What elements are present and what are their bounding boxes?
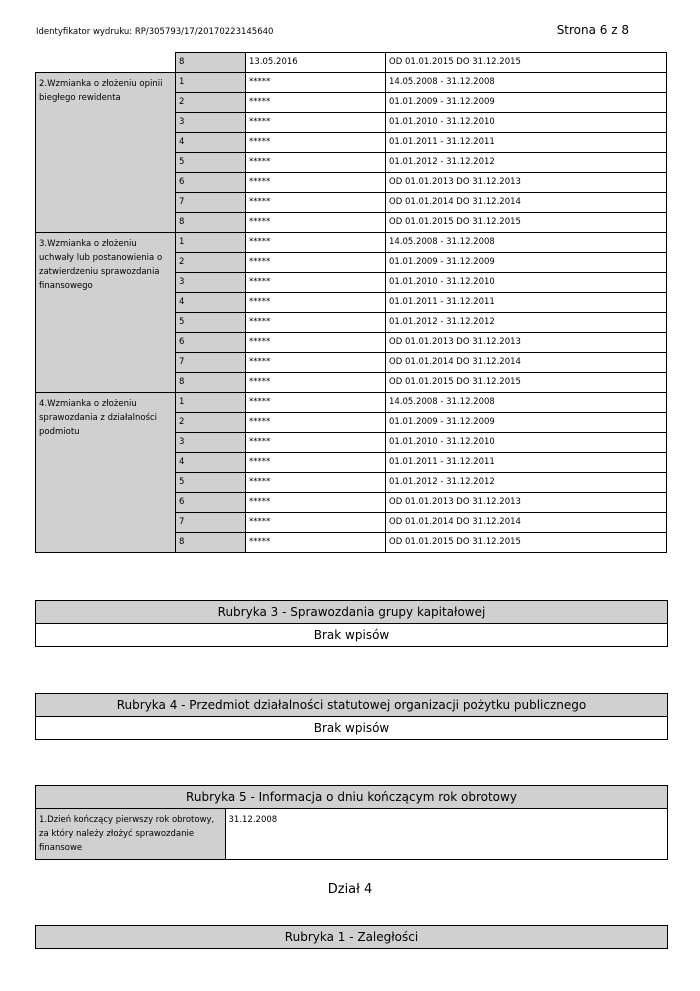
rubryka-5-title: Rubryka 5 - Informacja o dniu kończącym rok obrotowy: [36, 786, 667, 809]
row-value: *****: [246, 233, 386, 253]
empty-cell: [36, 53, 176, 73]
row-period: OD 01.01.2015 DO 31.12.2015: [386, 373, 667, 393]
row-value: 13.05.2016: [246, 53, 386, 73]
rubryka-5-value: 31.12.2008: [228, 815, 278, 825]
row-number: 1: [176, 73, 246, 93]
row-number: 2: [176, 93, 246, 113]
row-value: *****: [246, 433, 386, 453]
row-period: 01.01.2010 - 31.12.2010: [386, 273, 667, 293]
row-period: OD 01.01.2015 DO 31.12.2015: [386, 533, 667, 553]
row-period: OD 01.01.2014 DO 31.12.2014: [386, 353, 667, 373]
rubryka-5-label: 1.Dzień kończący pierwszy rok obrotowy, za który należy złożyć sprawozdanie finansowe: [36, 809, 225, 859]
row-number: 5: [176, 153, 246, 173]
row-period: 01.01.2012 - 31.12.2012: [386, 473, 667, 493]
row-number: 7: [176, 193, 246, 213]
row-value: *****: [246, 533, 386, 553]
row-period: OD 01.01.2013 DO 31.12.2013: [386, 173, 667, 193]
row-period: 14.05.2008 - 31.12.2008: [386, 73, 667, 93]
group-label: 4.Wzmianka o złożeniu sprawozdania z działalności podmiotu: [36, 393, 176, 553]
row-number: 7: [176, 513, 246, 533]
section-heading: Dział 4: [327, 882, 373, 897]
rubryka-3-section: [35, 600, 668, 647]
row-period: OD 01.01.2014 DO 31.12.2014: [386, 513, 667, 533]
row-value: *****: [246, 373, 386, 393]
row-value: *****: [246, 293, 386, 313]
financial-reports-table: [35, 52, 667, 553]
row-value: *****: [246, 413, 386, 433]
row-number: 1: [176, 233, 246, 253]
row-value: *****: [246, 113, 386, 133]
row-value: *****: [246, 213, 386, 233]
page-number: Strona 6 z 8: [556, 23, 629, 37]
table-row: [36, 393, 667, 413]
row-period: OD 01.01.2013 DO 31.12.2013: [386, 333, 667, 353]
row-number: 6: [176, 173, 246, 193]
row-period: 01.01.2011 - 31.12.2011: [386, 453, 667, 473]
row-number: 3: [176, 113, 246, 133]
group-label: 2.Wzmianka o złożeniu opinii biegłego rewidenta: [36, 73, 176, 233]
row-number: 8: [176, 213, 246, 233]
row-number: 7: [176, 353, 246, 373]
row-number: 6: [176, 333, 246, 353]
row-value: *****: [246, 153, 386, 173]
row-value: *****: [246, 273, 386, 293]
rubryka-4-title: Rubryka 4 - Przedmiot działalności statutowej organizacji pożytku publicznego: [36, 694, 667, 717]
row-period: 01.01.2009 - 31.12.2009: [386, 413, 667, 433]
row-value: *****: [246, 193, 386, 213]
row-number: 4: [176, 293, 246, 313]
rubryka-5-table: [36, 809, 667, 859]
table-row: [36, 233, 667, 253]
row-number: 6: [176, 493, 246, 513]
row-value: *****: [246, 453, 386, 473]
row-value: *****: [246, 493, 386, 513]
row-value: *****: [246, 393, 386, 413]
rubryka-1-section: [35, 925, 668, 949]
row-value: *****: [246, 93, 386, 113]
row-number: 8: [176, 533, 246, 553]
rubryka-3-body: Brak wpisów: [313, 628, 390, 642]
row-period: 14.05.2008 - 31.12.2008: [386, 233, 667, 253]
row-period: 14.05.2008 - 31.12.2008: [386, 393, 667, 413]
rubryka-4-body: Brak wpisów: [313, 721, 390, 735]
group-label: 3.Wzmianka o złożeniu uchwały lub postanowienia o zatwierdzeniu sprawozdania finansowego: [36, 233, 176, 393]
row-value: *****: [246, 333, 386, 353]
row-period: OD 01.01.2015 DO 31.12.2015: [386, 53, 667, 73]
row-number: 8: [176, 53, 246, 73]
row-period: 01.01.2009 - 31.12.2009: [386, 93, 667, 113]
row-value: *****: [246, 513, 386, 533]
rubryka-1-title: Rubryka 1 - Zaległości: [36, 926, 667, 948]
row-number: 1: [176, 393, 246, 413]
row-period: OD 01.01.2014 DO 31.12.2014: [386, 193, 667, 213]
row-number: 3: [176, 273, 246, 293]
row-period: 01.01.2010 - 31.12.2010: [386, 433, 667, 453]
row-period: 01.01.2009 - 31.12.2009: [386, 253, 667, 273]
row-number: 2: [176, 413, 246, 433]
row-period: OD 01.01.2015 DO 31.12.2015: [386, 213, 667, 233]
row-period: 01.01.2011 - 31.12.2011: [386, 293, 667, 313]
row-value: *****: [246, 473, 386, 493]
row-value: *****: [246, 173, 386, 193]
row-value: *****: [246, 253, 386, 273]
row-number: 5: [176, 473, 246, 493]
table-row: [36, 809, 667, 859]
row-period: 01.01.2012 - 31.12.2012: [386, 313, 667, 333]
table-row: [36, 73, 667, 93]
row-value: *****: [246, 73, 386, 93]
row-number: 4: [176, 133, 246, 153]
rubryka-3-title: Rubryka 3 - Sprawozdania grupy kapitałowej: [36, 601, 667, 624]
table-row: [36, 53, 667, 73]
rubryka-5-section: [35, 785, 668, 860]
row-value: *****: [246, 133, 386, 153]
row-number: 2: [176, 253, 246, 273]
row-period: 01.01.2011 - 31.12.2011: [386, 133, 667, 153]
row-period: 01.01.2010 - 31.12.2010: [386, 113, 667, 133]
row-value: *****: [246, 313, 386, 333]
row-number: 4: [176, 453, 246, 473]
print-identifier: Identyfikator wydruku: RP/305793/17/20170223145640: [36, 27, 274, 37]
row-number: 3: [176, 433, 246, 453]
row-number: 8: [176, 373, 246, 393]
row-period: OD 01.01.2013 DO 31.12.2013: [386, 493, 667, 513]
row-value: *****: [246, 353, 386, 373]
row-period: 01.01.2012 - 31.12.2012: [386, 153, 667, 173]
rubryka-4-section: [35, 693, 668, 740]
row-number: 5: [176, 313, 246, 333]
